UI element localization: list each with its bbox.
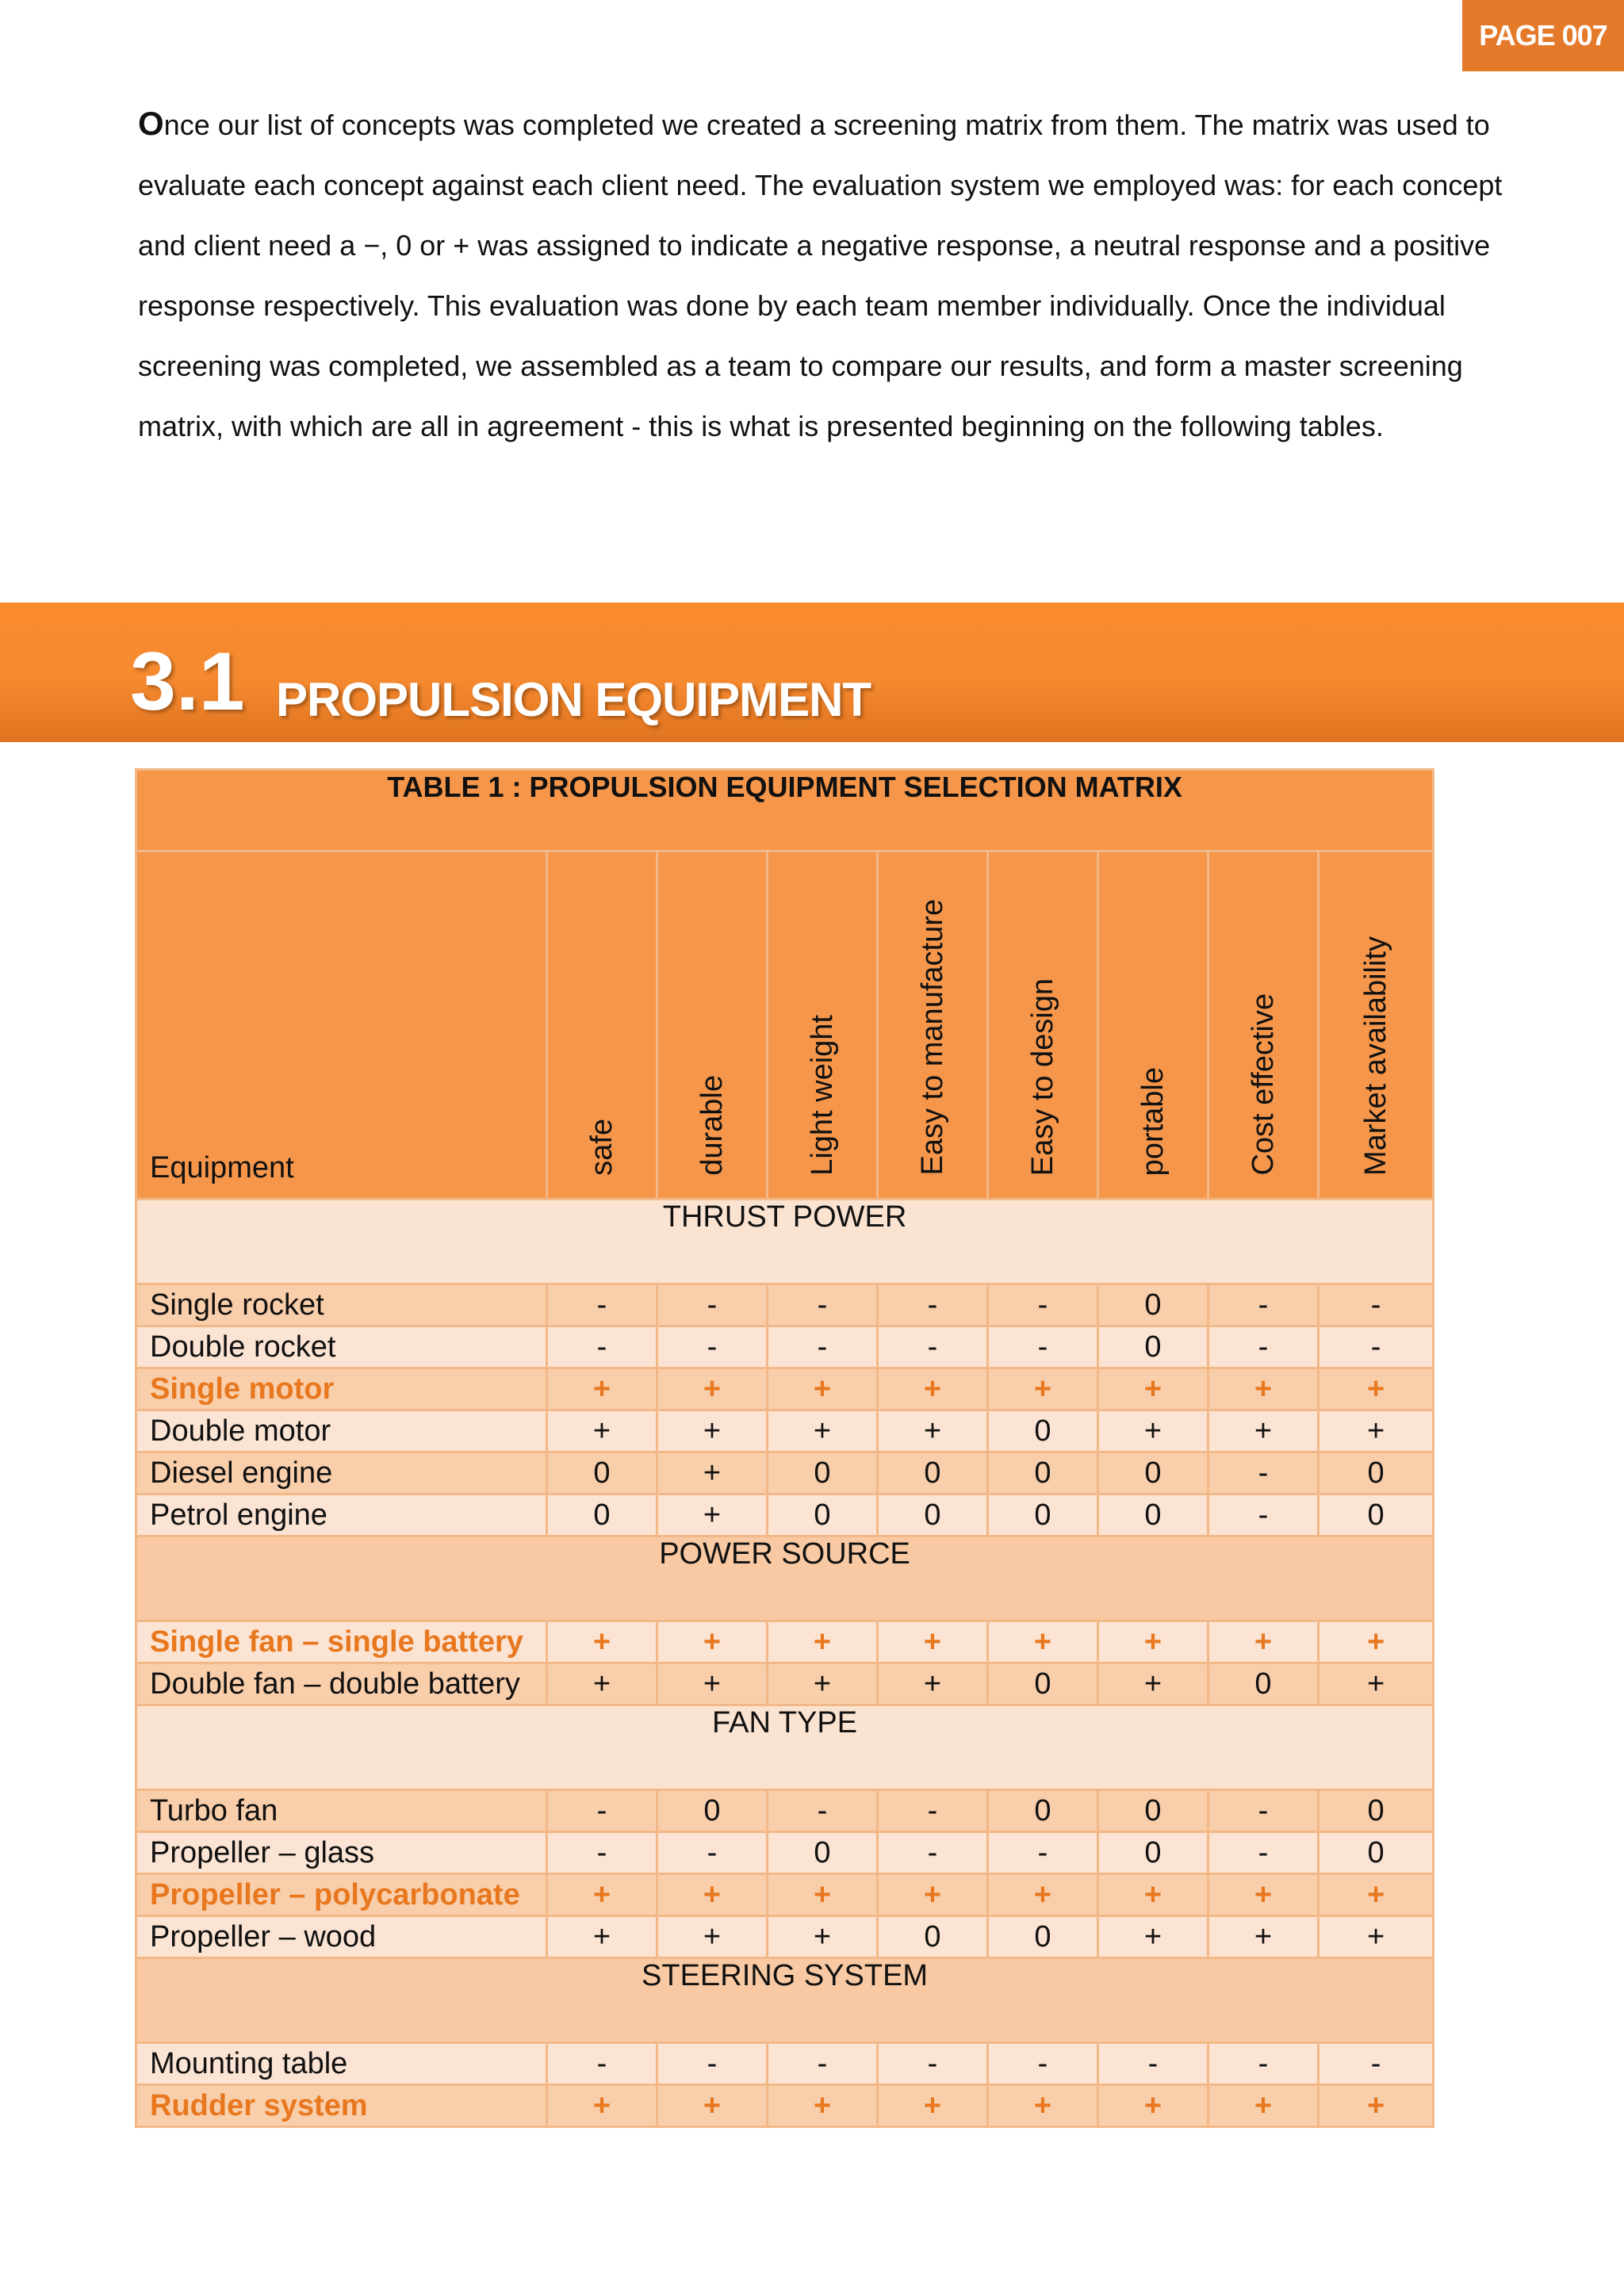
rating-cell: - — [657, 1326, 768, 1368]
rating-cell: + — [1319, 1621, 1434, 1663]
rating-cell: 0 — [878, 1916, 988, 1958]
rating-cell: + — [1319, 1410, 1434, 1452]
rating-cell: + — [1319, 2085, 1434, 2127]
rating-cell: + — [768, 1410, 878, 1452]
rating-cell: + — [547, 1368, 657, 1410]
rating-cell: - — [657, 1832, 768, 1874]
rating-cell: - — [878, 2043, 988, 2085]
rating-cell: - — [988, 2043, 1098, 2085]
equipment-name: Double motor — [136, 1410, 547, 1452]
column-header-row — [136, 851, 1434, 1200]
intro-dropcap: O — [138, 105, 164, 142]
rating-cell: - — [547, 1790, 657, 1832]
rating-cell: + — [657, 1916, 768, 1958]
rating-cell: 0 — [988, 1916, 1098, 1958]
rating-cell: - — [768, 1284, 878, 1326]
rating-cell: + — [657, 1452, 768, 1494]
rating-cell: - — [1319, 1284, 1434, 1326]
rating-cell: + — [988, 1621, 1098, 1663]
rating-cell: + — [878, 1410, 988, 1452]
rating-cell: - — [878, 1326, 988, 1368]
group-row-power-source — [136, 1536, 1434, 1621]
intro-paragraph — [138, 94, 1518, 457]
rating-cell: + — [768, 2085, 878, 2127]
rating-cell: + — [988, 2085, 1098, 2127]
rating-cell: + — [768, 1874, 878, 1916]
rating-cell: + — [657, 1368, 768, 1410]
rating-cell: - — [878, 1790, 988, 1832]
equipment-name: Double fan – double battery — [136, 1663, 547, 1705]
rating-cell: - — [1208, 1494, 1319, 1536]
column-header-easy-to-design: Easy to design — [988, 851, 1098, 1200]
rating-cell: + — [768, 1916, 878, 1958]
rating-cell: - — [1208, 1326, 1319, 1368]
rating-cell: + — [657, 1410, 768, 1452]
table-row-selected — [136, 2085, 1434, 2127]
table-row — [136, 2043, 1434, 2085]
rating-cell: + — [878, 1663, 988, 1705]
rating-cell: 0 — [1098, 1790, 1208, 1832]
rating-cell: - — [1098, 2043, 1208, 2085]
table-row-selected — [136, 1621, 1434, 1663]
table-row — [136, 1326, 1434, 1368]
rating-cell: + — [547, 2085, 657, 2127]
selection-matrix-table — [135, 768, 1434, 2128]
rating-cell: - — [878, 1284, 988, 1326]
rating-cell: - — [988, 1284, 1098, 1326]
table-caption: TABLE 1 : PROPULSION EQUIPMENT SELECTION MATRIX — [136, 770, 1434, 851]
column-header-easy-to-manufacture: Easy to manufacture — [878, 851, 988, 1200]
table-row — [136, 1916, 1434, 1958]
rating-cell: + — [878, 2085, 988, 2127]
rating-cell: + — [1098, 1410, 1208, 1452]
rating-cell: + — [1319, 1663, 1434, 1705]
rating-cell: + — [547, 1663, 657, 1705]
rating-cell: + — [657, 1621, 768, 1663]
rating-cell: + — [1319, 1916, 1434, 1958]
rating-cell: + — [1098, 1663, 1208, 1705]
rating-cell: - — [1208, 1452, 1319, 1494]
rating-cell: 0 — [1319, 1832, 1434, 1874]
equipment-name: Propeller – wood — [136, 1916, 547, 1958]
rating-cell: + — [1319, 1874, 1434, 1916]
rating-cell: - — [547, 2043, 657, 2085]
equipment-column-header: Equipment — [136, 851, 547, 1200]
rating-cell: 0 — [878, 1452, 988, 1494]
rating-cell: + — [988, 1368, 1098, 1410]
rating-cell: 0 — [1098, 1494, 1208, 1536]
table-row — [136, 1494, 1434, 1536]
rating-cell: 0 — [1098, 1832, 1208, 1874]
column-header-portable: portable — [1098, 851, 1208, 1200]
rating-cell: + — [768, 1368, 878, 1410]
equipment-name: Single fan – single battery — [136, 1621, 547, 1663]
rating-cell: + — [1208, 1368, 1319, 1410]
rating-cell: 0 — [657, 1790, 768, 1832]
rating-cell: + — [1208, 1874, 1319, 1916]
rating-cell: 0 — [1319, 1452, 1434, 1494]
rating-cell: 0 — [988, 1410, 1098, 1452]
equipment-name: Propeller – polycarbonate — [136, 1874, 547, 1916]
rating-cell: - — [1208, 1832, 1319, 1874]
rating-cell: - — [547, 1284, 657, 1326]
equipment-name: Double rocket — [136, 1326, 547, 1368]
group-row-thrust-power — [136, 1200, 1434, 1284]
table-row-selected — [136, 1874, 1434, 1916]
rating-cell: + — [657, 1874, 768, 1916]
page-number-badge: PAGE 007 — [1462, 0, 1624, 71]
rating-cell: + — [547, 1874, 657, 1916]
table-row — [136, 1410, 1434, 1452]
rating-cell: + — [878, 1621, 988, 1663]
rating-cell: + — [1208, 2085, 1319, 2127]
group-row-steering-system — [136, 1958, 1434, 2043]
rating-cell: + — [1098, 1368, 1208, 1410]
rating-cell: 0 — [1098, 1452, 1208, 1494]
column-header-cost-effective: Cost effective — [1208, 851, 1319, 1200]
group-label: THRUST POWER — [136, 1200, 1434, 1284]
rating-cell: - — [1208, 2043, 1319, 2085]
rating-cell: 0 — [988, 1494, 1098, 1536]
rating-cell: + — [1098, 2085, 1208, 2127]
table-row — [136, 1452, 1434, 1494]
rating-cell: - — [988, 1326, 1098, 1368]
rating-cell: + — [547, 1621, 657, 1663]
table-row — [136, 1284, 1434, 1326]
rating-cell: - — [1208, 1284, 1319, 1326]
rating-cell: + — [1208, 1410, 1319, 1452]
rating-cell: + — [657, 2085, 768, 2127]
group-label: STEERING SYSTEM — [136, 1958, 1434, 2043]
rating-cell: + — [768, 1621, 878, 1663]
rating-cell: - — [878, 1832, 988, 1874]
rating-cell: + — [657, 1494, 768, 1536]
section-number: 3.1 — [130, 636, 245, 728]
equipment-name: Turbo fan — [136, 1790, 547, 1832]
rating-cell: + — [1208, 1916, 1319, 1958]
rating-cell: 0 — [988, 1790, 1098, 1832]
intro-text: nce our list of concepts was completed we created a screening matrix from them. The matrix was used to evaluate each concept against each client need. The evaluation system we employed was: for each concept and client need a −, 0 or + was assigned to indicate a negative response, a neutral response and a positive response respectively. This evaluation was done by each team member individually. Once the individual screening was completed, we assembled as a team to compare our results, and form a master screening matrix, with which are all in agreement - this is what is presented beginning on the following tables. — [138, 109, 1503, 442]
rating-cell: 0 — [1098, 1326, 1208, 1368]
rating-cell: + — [1208, 1621, 1319, 1663]
rating-cell: + — [657, 1663, 768, 1705]
equipment-name: Petrol engine — [136, 1494, 547, 1536]
rating-cell: 0 — [768, 1494, 878, 1536]
rating-cell: - — [657, 1284, 768, 1326]
rating-cell: 0 — [547, 1452, 657, 1494]
rating-cell: 0 — [768, 1832, 878, 1874]
equipment-name: Rudder system — [136, 2085, 547, 2127]
rating-cell: + — [988, 1874, 1098, 1916]
equipment-name: Mounting table — [136, 2043, 547, 2085]
rating-cell: 0 — [1208, 1663, 1319, 1705]
equipment-name: Propeller – glass — [136, 1832, 547, 1874]
rating-cell: + — [547, 1410, 657, 1452]
rating-cell: + — [1319, 1368, 1434, 1410]
table-row — [136, 1790, 1434, 1832]
column-header-safe: safe — [547, 851, 657, 1200]
rating-cell: - — [768, 1790, 878, 1832]
group-row-fan-type — [136, 1705, 1434, 1790]
column-header-market-availability: Market availability — [1319, 851, 1434, 1200]
rating-cell: - — [657, 2043, 768, 2085]
column-header-light-weight: Light weight — [768, 851, 878, 1200]
rating-cell: 0 — [878, 1494, 988, 1536]
rating-cell: - — [768, 1326, 878, 1368]
rating-cell: 0 — [988, 1452, 1098, 1494]
rating-cell: - — [547, 1326, 657, 1368]
rating-cell: + — [768, 1663, 878, 1705]
equipment-name: Single motor — [136, 1368, 547, 1410]
table-row — [136, 1663, 1434, 1705]
rating-cell: 0 — [1319, 1494, 1434, 1536]
equipment-name: Diesel engine — [136, 1452, 547, 1494]
rating-cell: + — [1098, 1621, 1208, 1663]
equipment-name: Single rocket — [136, 1284, 547, 1326]
rating-cell: + — [878, 1874, 988, 1916]
rating-cell: - — [988, 1832, 1098, 1874]
rating-cell: 0 — [768, 1452, 878, 1494]
table-row — [136, 1832, 1434, 1874]
rating-cell: - — [1319, 1326, 1434, 1368]
rating-cell: 0 — [1319, 1790, 1434, 1832]
rating-cell: + — [878, 1368, 988, 1410]
rating-cell: + — [1098, 1874, 1208, 1916]
rating-cell: 0 — [547, 1494, 657, 1536]
rating-cell: + — [547, 1916, 657, 1958]
rating-cell: + — [1098, 1916, 1208, 1958]
column-header-durable: durable — [657, 851, 768, 1200]
rating-cell: - — [547, 1832, 657, 1874]
table-row-selected — [136, 1368, 1434, 1410]
rating-cell: 0 — [1098, 1284, 1208, 1326]
group-label: POWER SOURCE — [136, 1536, 1434, 1621]
section-title: PROPULSION EQUIPMENT — [276, 673, 871, 726]
rating-cell: - — [1208, 1790, 1319, 1832]
rating-cell: 0 — [988, 1663, 1098, 1705]
rating-cell: - — [1319, 2043, 1434, 2085]
group-label: FAN TYPE — [136, 1705, 1434, 1790]
rating-cell: - — [768, 2043, 878, 2085]
